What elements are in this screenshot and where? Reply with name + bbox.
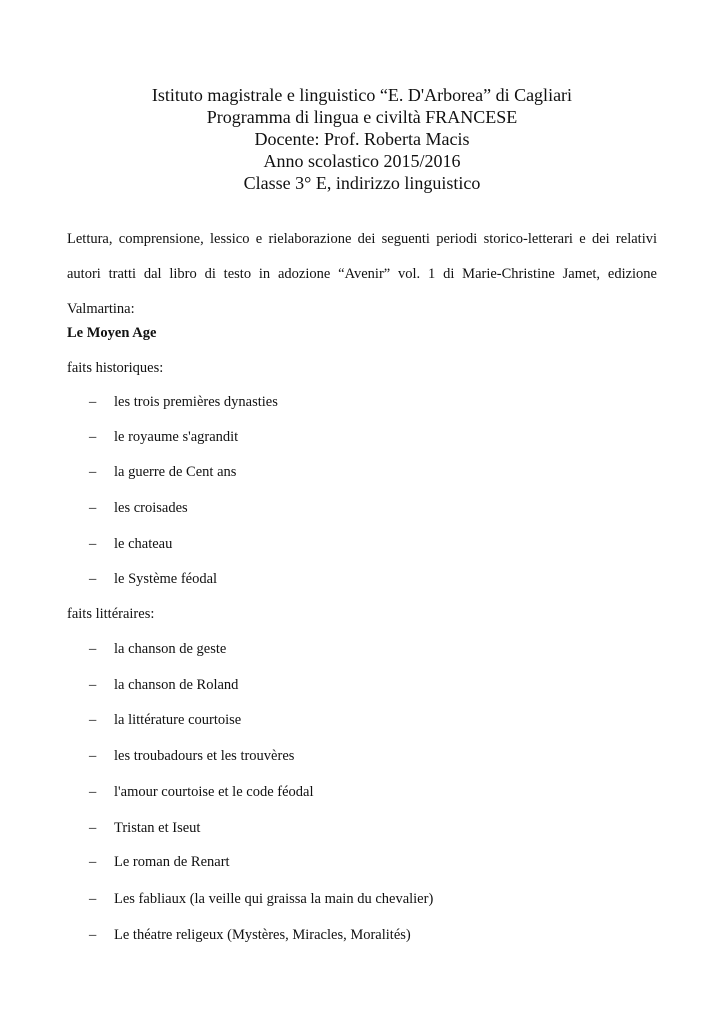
teacher-name: Docente: Prof. Roberta Macis <box>254 129 470 149</box>
list-item <box>89 852 230 872</box>
list-item <box>89 427 238 447</box>
list-item <box>89 675 238 695</box>
program-title: Programma di lingua e civiltà FRANCESE <box>206 107 518 127</box>
bullet-dash: – <box>89 677 97 693</box>
bullet-dash: – <box>89 784 97 800</box>
list-item <box>89 462 236 482</box>
bullet-dash: – <box>89 854 97 870</box>
bullet-dash: – <box>89 641 97 657</box>
list-item-text: Les fabliaux (la veille qui graissa la main du chevalier) <box>114 891 434 907</box>
list-item-text: Tristan et Iseut <box>114 820 201 836</box>
list-item-text: la littérature courtoise <box>114 712 242 728</box>
list-item-text: la guerre de Cent ans <box>114 464 237 480</box>
list-item <box>89 782 314 802</box>
section-title: Le Moyen Age <box>67 325 157 341</box>
list-item <box>89 498 188 518</box>
list-item-text: le chateau <box>114 536 173 552</box>
list-item <box>89 710 241 730</box>
bullet-dash: – <box>89 712 97 728</box>
class-info: Classe 3° E, indirizzo linguistico <box>243 173 481 193</box>
bullet-dash: – <box>89 891 97 907</box>
bullet-dash: – <box>89 748 97 764</box>
list-item-text: la chanson de Roland <box>114 677 239 693</box>
school-year: Anno scolastico 2015/2016 <box>263 151 461 171</box>
list-item <box>89 534 172 554</box>
list-item-text: les croisades <box>114 500 188 516</box>
list-item <box>89 392 278 412</box>
list-item <box>89 818 200 838</box>
list-item-text: Le théatre religeux (Mystères, Miracles, Moralités) <box>114 927 411 943</box>
list-item <box>89 639 226 659</box>
bullet-dash: – <box>89 820 97 836</box>
list-item-text: le royaume s'agrandit <box>114 429 239 445</box>
bullet-dash: – <box>89 536 97 552</box>
bullet-dash: – <box>89 394 97 410</box>
list-item-text: les troubadours et les trouvères <box>114 748 295 764</box>
bullet-dash: – <box>89 927 97 943</box>
list-item <box>89 569 217 589</box>
list-item-text: l'amour courtoise et le code féodal <box>114 784 314 800</box>
literary-heading: faits littéraires: <box>67 606 155 622</box>
bullet-dash: – <box>89 500 97 516</box>
list-item-text: le Système féodal <box>114 571 218 587</box>
list-item-text: Le roman de Renart <box>114 854 230 870</box>
bullet-dash: – <box>89 464 97 480</box>
list-item-text: les trois premières dynasties <box>114 394 278 410</box>
bullet-dash: – <box>89 571 97 587</box>
intro-paragraph: Lettura, comprensione, lessico e rielaborazione dei seguenti periodi storico-letterari e dei relativi autori tratti dal libro di testo in adozione “Avenir” vol. 1 di Marie-Christine Jamet, edizione Valmartina: <box>67 231 657 317</box>
list-item <box>89 889 433 909</box>
list-item <box>89 925 411 945</box>
bullet-dash: – <box>89 429 97 445</box>
list-item-text: la chanson de geste <box>114 641 227 657</box>
historical-heading: faits historiques: <box>67 360 164 376</box>
document-header <box>0 84 724 194</box>
school-name: Istituto magistrale e linguistico “E. D'Arborea” di Cagliari <box>151 85 573 105</box>
list-item <box>89 746 294 766</box>
